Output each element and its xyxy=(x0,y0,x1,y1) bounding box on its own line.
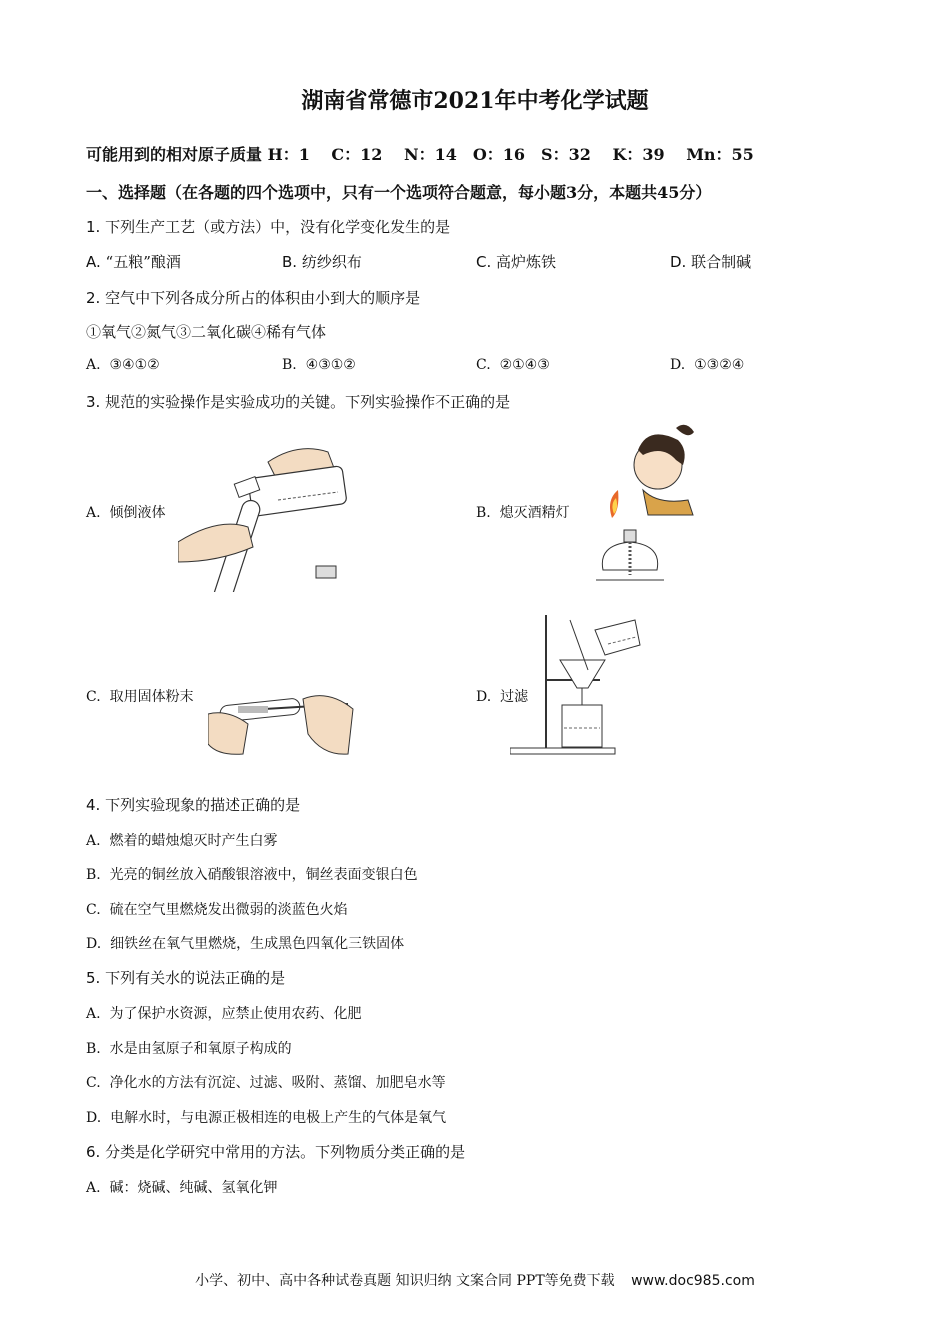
option-5c: C. 净化水的方法有沉淀、过滤、吸附、蒸馏、加肥皂水等 xyxy=(86,1075,446,1091)
question-text: 下列有关水的说法正确的是 xyxy=(105,969,286,987)
extinguish-alcohol-lamp-illustration xyxy=(588,420,708,590)
option-6a: A. 碱：烧碱、纯碱、氢氧化钾 xyxy=(86,1180,278,1196)
question-text: 下列生产工艺（或方法）中，没有化学变化发生的是 xyxy=(105,218,451,236)
atomic-masses-line: 可能用到的相对原子质量 H：1 C：12 N：14 O：16 S：32 K：39 Mn：55 xyxy=(86,145,754,164)
option-1b: B. 纺纱织布 xyxy=(282,253,362,271)
pouring-liquid-illustration xyxy=(178,432,358,592)
question-text: 空气中下列各成分所占的体积由小到大的顺序是 xyxy=(105,289,421,307)
option-3b: B. 熄灭酒精灯 xyxy=(476,505,570,521)
option-2c: C. ②①④③ xyxy=(476,357,550,373)
option-1c: C. 高炉炼铁 xyxy=(476,253,557,271)
question-text: 分类是化学研究中常用的方法。下列物质分类正确的是 xyxy=(105,1143,466,1161)
option-3d: D. 过滤 xyxy=(476,689,529,705)
option-4c: C. 硫在空气里燃烧发出微弱的淡蓝色火焰 xyxy=(86,902,348,918)
solid-powder-illustration xyxy=(208,684,358,764)
page-title: 湖南省常德市2021年中考化学试题 xyxy=(301,88,649,114)
question-number: 3. xyxy=(86,393,101,411)
filtration-illustration xyxy=(510,610,645,760)
section-heading: 一、选择题（在各题的四个选项中，只有一个选项符合题意，每小题3分，本题共45分） xyxy=(86,183,712,202)
option-3a: A. 倾倒液体 xyxy=(86,505,166,521)
footer-link[interactable]: www.doc985.com xyxy=(631,1273,755,1289)
question-number: 1. xyxy=(86,218,101,236)
question-number: 6. xyxy=(86,1143,101,1161)
question-text: 下列实验现象的描述正确的是 xyxy=(105,796,301,814)
question-3 xyxy=(86,391,510,412)
option-3c: C. 取用固体粉末 xyxy=(86,689,194,705)
option-4a: A. 燃着的蜡烛熄灭时产生白雾 xyxy=(86,833,278,849)
option-1d: D. 联合制碱 xyxy=(670,253,752,271)
question-6 xyxy=(86,1141,465,1162)
option-5a: A. 为了保护水资源，应禁止使用农药、化肥 xyxy=(86,1006,362,1022)
option-2a: A. ③④①② xyxy=(86,357,160,373)
option-4b: B. 光亮的铜丝放入硝酸银溶液中，铜丝表面变银白色 xyxy=(86,867,418,883)
page-footer xyxy=(0,1270,950,1290)
question-4 xyxy=(86,794,300,815)
option-2d: D. ①③②④ xyxy=(670,357,745,373)
question-number: 2. xyxy=(86,289,101,307)
option-4d: D. 细铁丝在氧气里燃烧，生成黑色四氧化三铁固体 xyxy=(86,936,405,952)
option-1a: A. “五粮”酿酒 xyxy=(86,253,181,271)
option-2b: B. ④③①② xyxy=(282,357,356,373)
question-number: 5. xyxy=(86,969,101,987)
question-1 xyxy=(86,216,450,237)
option-5d: D. 电解水时，与电源正极相连的电极上产生的气体是氧气 xyxy=(86,1110,447,1126)
question-number: 4. xyxy=(86,796,101,814)
question-2-subline: ①氧气②氮气③二氧化碳④稀有气体 xyxy=(86,323,327,341)
question-5 xyxy=(86,967,285,988)
question-2 xyxy=(86,287,420,308)
footer-text: 小学、初中、高中各种试卷真题 知识归纳 文案合同 PPT等免费下载 xyxy=(195,1273,615,1289)
question-text: 规范的实验操作是实验成功的关键。下列实验操作不正确的是 xyxy=(105,393,511,411)
option-5b: B. 水是由氢原子和氧原子构成的 xyxy=(86,1041,292,1057)
